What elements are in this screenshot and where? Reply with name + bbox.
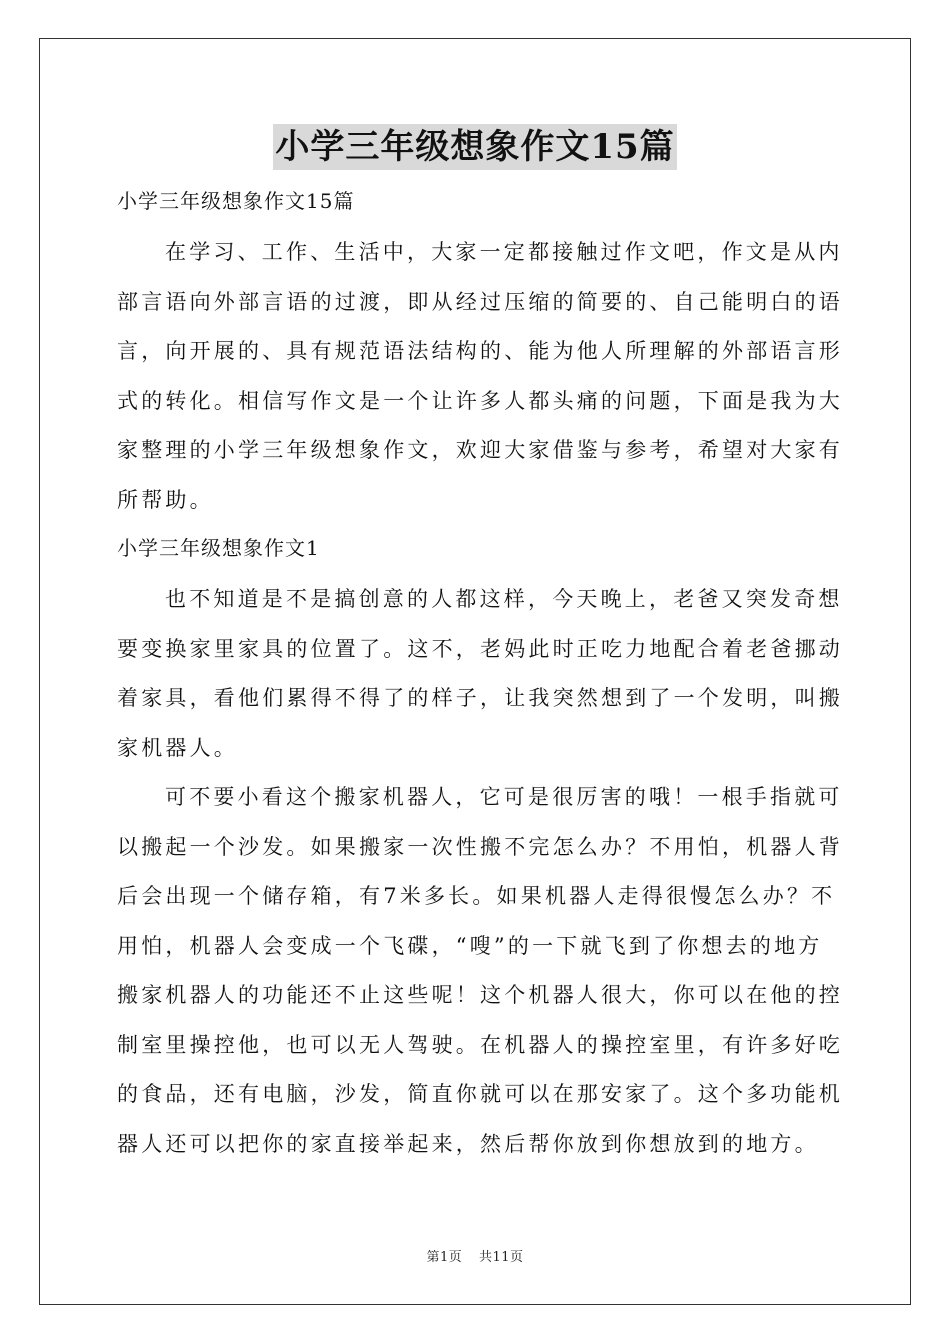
page-footer (0, 1246, 950, 1265)
page-total: 共11页 (478, 1250, 524, 1265)
intro-paragraph (117, 228, 843, 525)
paragraph-line: 式的转化。相信写作文是一个让许多人都头痛的问题，下面是我为大 (117, 388, 843, 413)
document-body (117, 178, 843, 1169)
paragraph-line: 搬家机器人的功能还不止这些呢！这个机器人很大，你可以在他的控 (117, 983, 843, 1007)
paragraph-line: 器人还可以把你的家直接举起来，然后帮你放到你想放到的地方。 (117, 1131, 819, 1156)
essay-paragraph-1 (117, 575, 843, 773)
paragraph-line: 可不要小看这个搬家机器人，它可是很厉害的哦！一根手指就可 (165, 785, 843, 809)
paragraph-line: 制室里操控他，也可以无人驾驶。在机器人的操控室里，有许多好吃 (117, 1032, 843, 1057)
paragraph-line: 言，向开展的、具有规范语法结构的、能为他人所理解的外部语言形 (117, 339, 843, 363)
paragraph-line: 以搬起一个沙发。如果搬家一次性搬不完怎么办？不用怕，机器人背 (117, 834, 843, 859)
document-title: 小学三年级想象作文15篇 (273, 124, 676, 170)
paragraph-line: 后会出现一个储存箱，有7米多长。如果机器人走得很慢怎么办？不 (117, 884, 836, 908)
paragraph-line: 用怕，机器人会变成一个飞碟，“嗖”的一下就飞到了你想去的地方 (117, 933, 823, 958)
title-area (0, 124, 950, 170)
paragraph-line: 在学习、工作、生活中，大家一定都接触过作文吧，作文是从内 (165, 240, 843, 264)
paragraph-line: 所帮助。 (117, 487, 214, 512)
paragraph-line: 要变换家里家具的位置了。这不，老妈此时正吃力地配合着老爸挪动 (117, 636, 843, 661)
paragraph-line: 着家具，看他们累得不得了的样子，让我突然想到了一个发明，叫搬 (117, 686, 843, 710)
paragraph-line: 部言语向外部言语的过渡，即从经过压缩的简要的、自己能明白的语 (117, 289, 843, 314)
paragraph-line: 也不知道是不是搞创意的人都这样，今天晚上，老爸又突发奇想 (165, 587, 843, 611)
page-number: 第1页 (426, 1250, 463, 1265)
document-subtitle: 小学三年级想象作文15篇 (117, 189, 355, 213)
paragraph-line: 的食品，还有电脑，沙发，简直你就可以在那安家了。这个多功能机 (117, 1082, 843, 1106)
section-heading: 小学三年级想象作文1 (117, 536, 320, 560)
essay-paragraph-2 (117, 773, 843, 1169)
paragraph-line: 家整理的小学三年级想象作文，欢迎大家借鉴与参考，希望对大家有 (117, 438, 843, 462)
paragraph-line: 家机器人。 (117, 735, 238, 760)
